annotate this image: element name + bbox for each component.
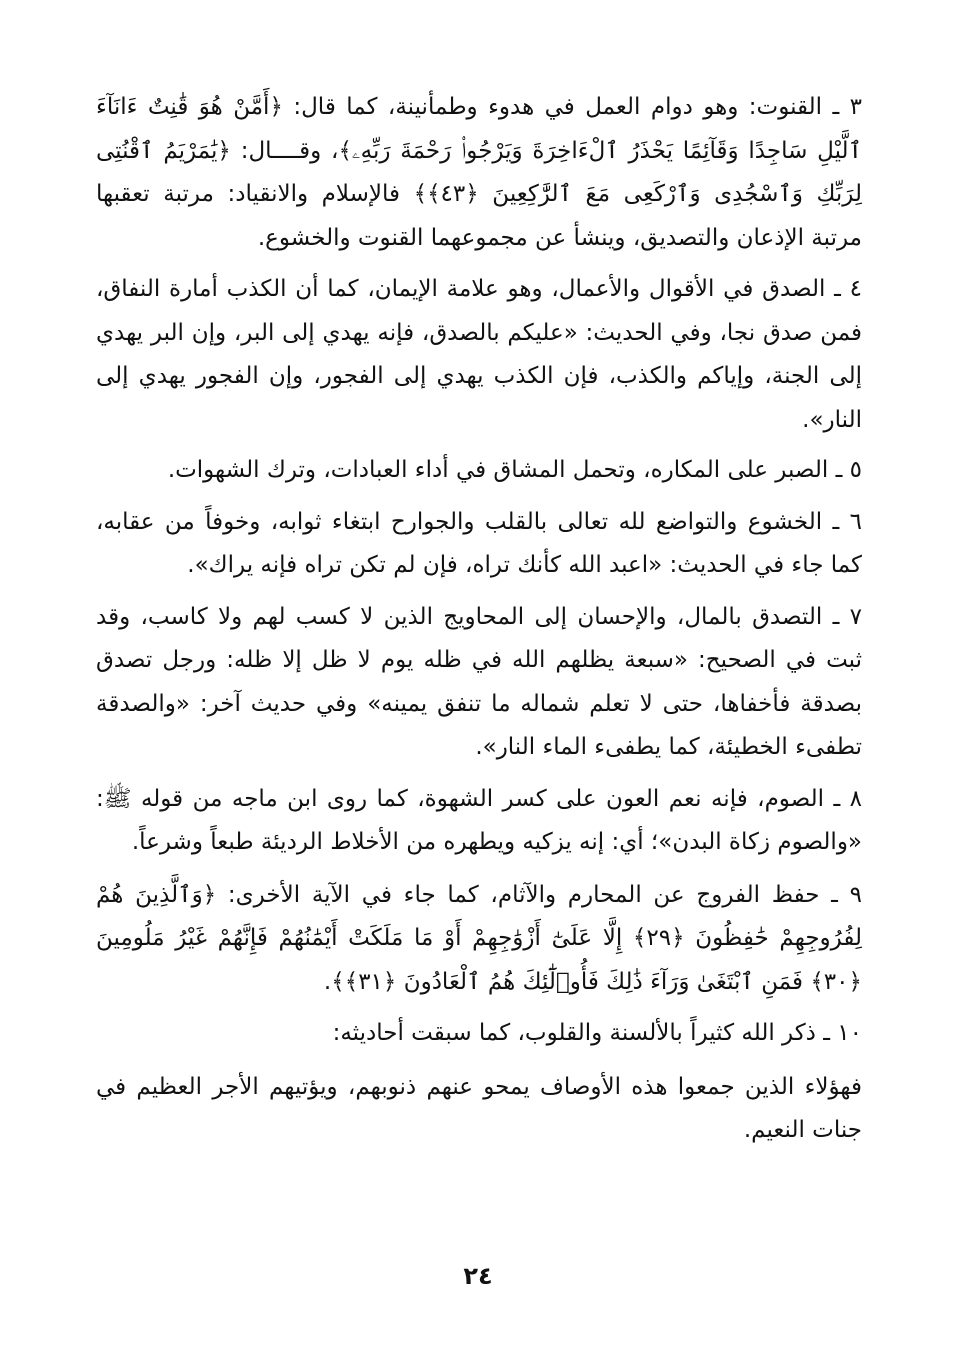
paragraph-qunut: ٣ ـ القنوت: وهو دوام العمل في هدوء وطمأنينة، كما قال: ﴿أَمَّنْ هُوَ قَٰنِتٌ ءَانَآءَ ٱلَّيْلِ سَاجِدًا وَقَآئِمًا يَحْذَرُ ٱلْءَاخِرَةَ وَيَرْجُوا۟ رَحْمَةَ رَبِّهِۦ﴾، وقــــال: ﴿يَٰمَرْيَمُ ٱقْنُتِى لِرَبِّكِ وَٱسْجُدِى وَٱرْكَعِى مَعَ ٱلرَّٰكِعِينَ ﴿٤٣﴾﴾ فالإسلام والانقياد: مرتبة تعقبها مرتبة الإذعان والتصديق، وينشأ عن مجموعهما القنوت والخشوع.	[96, 94, 862, 251]
paragraph-dhikr: ١٠ ـ ذكر الله كثيراً بالألسنة والقلوب، كما سبقت أحاديثه:	[332, 1020, 862, 1046]
paragraph-sadaqa: ٧ ـ التصدق بالمال، والإحسان إلى المحاويج الذين لا كسب لهم ولا كاسب، وقد ثبت في الصحيح: «سبعة يظلهم الله في ظله يوم لا ظل إلا ظله: ورجل تصدق بصدقة فأخفاها، حتى لا تعلم شماله ما تنفق يمينه» وفي حديث آخر: «والصدقة تطفىء الخطيئة، كما يطفىء الماء النار».	[96, 603, 862, 760]
paragraph-closing: فهؤلاء الذين جمعوا هذه الأوصاف يمحو عنهم ذنوبهم، ويؤتيهم الأجر العظيم في جنات النعيم.	[96, 1073, 862, 1143]
paragraph-khushu: ٦ ـ الخشوع والتواضع لله تعالى بالقلب والجوارح ابتغاء ثوابه، وخوفاً من عقابه، كما جاء في الحديث: «اعبد الله كأنك تراه، فإن لم تكن تراه فإنه يراك».	[96, 508, 862, 578]
paragraph-sawm: ٨ ـ الصوم، فإنه نعم العون على كسر الشهوة، كما روى ابن ماجه من قوله ﷺ: «والصوم زكاة البدن»؛ أي: إنه يزكيه ويطهره من الأخلاط الرديئة طبعاً وشرعاً.	[96, 785, 862, 855]
page-number: ٢٤	[463, 1262, 493, 1290]
page-body	[96, 86, 862, 1163]
paragraph-sabr: ٥ ـ الصبر على المكاره، وتحمل المشاق في أداء العبادات، وترك الشهوات.	[167, 457, 862, 483]
paragraph-sidq: ٤ ـ الصدق في الأقوال والأعمال، وهو علامة الإيمان، كما أن الكذب أمارة النفاق، فمن صدق نجا، وفي الحديث: «عليكم بالصدق، فإنه يهدي إلى البر، وإن البر يهدي إلى الجنة، وإياكم والكذب، فإن الكذب يهدي إلى الفجور، وإن الفجور يهدي إلى النار».	[96, 276, 862, 433]
paragraph-hifz-alfuruj: ٩ ـ حفظ الفروج عن المحارم والآثام، كما جاء في الآية الأخرى: ﴿وَٱلَّذِينَ هُمْ لِفُرُوجِهِمْ حَٰفِظُونَ ﴿٢٩﴾ إِلَّا عَلَىٰٓ أَزْوَٰجِهِمْ أَوْ مَا مَلَكَتْ أَيْمَٰنُهُمْ فَإِنَّهُمْ غَيْرُ مَلُومِينَ ﴿٣٠﴾ فَمَنِ ٱبْتَغَىٰ وَرَآءَ ذَٰلِكَ فَأُو۟لَٰٓئِكَ هُمُ ٱلْعَادُونَ ﴿٣١﴾﴾.	[96, 881, 862, 995]
